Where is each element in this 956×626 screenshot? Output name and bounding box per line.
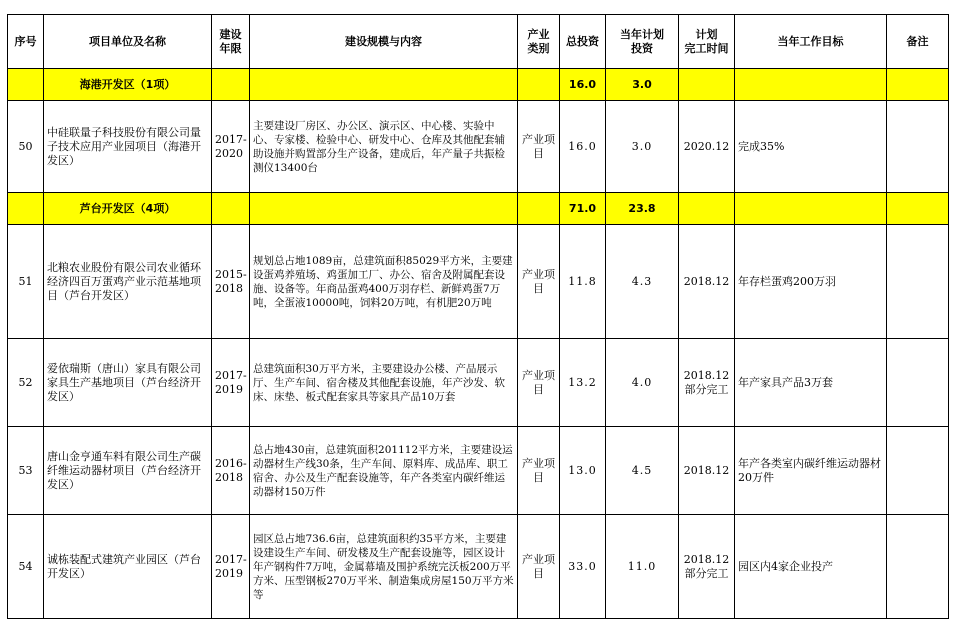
year-goal: 年存栏蛋鸡200万羽 <box>735 225 887 339</box>
project-name: 诚栋装配式建筑产业园区（芦台开发区） <box>44 515 212 619</box>
plan-investment: 11.0 <box>606 515 679 619</box>
section-plan: 23.8 <box>606 193 679 225</box>
table-row <box>8 225 949 339</box>
plan-investment: 4.0 <box>606 339 679 427</box>
header-cell: 产业 类别 <box>518 15 560 69</box>
section-row <box>8 69 949 101</box>
section-plan: 3.0 <box>606 69 679 101</box>
build-years: 2017-2019 <box>212 339 250 427</box>
year-goal: 完成35% <box>735 101 887 193</box>
table-row <box>8 427 949 515</box>
section-total: 71.0 <box>560 193 606 225</box>
row-number: 54 <box>8 515 44 619</box>
header-cell: 建设规模与内容 <box>250 15 518 69</box>
project-name: 中硅联量子科技股份有限公司量子技术应用产业园项目（海港开发区） <box>44 101 212 193</box>
header-cell: 备注 <box>887 15 949 69</box>
table-row <box>8 101 949 193</box>
project-name: 北粮农业股份有限公司农业循环经济四百万蛋鸡产业示范基地项目（芦台开发区） <box>44 225 212 339</box>
table-row <box>8 339 949 427</box>
year-goal: 园区内4家企业投产 <box>735 515 887 619</box>
section-row <box>8 193 949 225</box>
row-number: 51 <box>8 225 44 339</box>
header-cell: 总投资 <box>560 15 606 69</box>
build-years: 2017-2019 <box>212 515 250 619</box>
project-name: 爱依瑞斯（唐山）家具有限公司家具生产基地项目（芦台经济开发区） <box>44 339 212 427</box>
build-years: 2016-2018 <box>212 427 250 515</box>
header-cell: 序号 <box>8 15 44 69</box>
build-scale: 规划总占地1089亩，总建筑面积85029平方米，主要建设蛋鸡养殖场、鸡蛋加工厂、办公、宿舍及附属配套设施、设备等。年商品蛋鸡400万羽存栏、新鲜鸡蛋7万吨，全蛋液10000吨，饲料20万吨，有机肥20万吨 <box>250 225 518 339</box>
header-cell: 当年计划 投资 <box>606 15 679 69</box>
total-investment: 13.2 <box>560 339 606 427</box>
project-name: 唐山金亨通车料有限公司生产碳纤维运动器材项目（芦台经济开发区） <box>44 427 212 515</box>
build-scale: 总建筑面积30万平方米，主要建设办公楼、产品展示厅、生产车间、宿舍楼及其他配套设施，年产沙发、软床、床垫、板式配套家具等家具产品10万套 <box>250 339 518 427</box>
section-title: 海港开发区（1项） <box>44 69 212 101</box>
remark <box>887 101 949 193</box>
header-cell: 计划 完工时间 <box>679 15 735 69</box>
year-goal: 年产各类室内碳纤维运动器材20万件 <box>735 427 887 515</box>
section-total: 16.0 <box>560 69 606 101</box>
complete-time: 2020.12 <box>679 101 735 193</box>
total-investment: 13.0 <box>560 427 606 515</box>
build-years: 2015-2018 <box>212 225 250 339</box>
build-scale: 总占地430亩，总建筑面积201112平方米，主要建设运动器材生产线30条，生产车间、原料库、成品库、职工宿舍、办公及生产配套设施等，年产各类室内碳纤维运动器材150万件 <box>250 427 518 515</box>
complete-time: 2018.12 <box>679 427 735 515</box>
project-table <box>7 14 949 619</box>
header-cell: 建设 年限 <box>212 15 250 69</box>
remark <box>887 225 949 339</box>
build-scale: 园区总占地736.6亩，总建筑面积约35平方米，主要建设建设生产车间、研发楼及生产配套设施等，园区设计年产钢构件7万吨，金属幕墙及围护系统完沃板200万平方米、压型钢板270万平米、制造集成房屋150万平方米等 <box>250 515 518 619</box>
industry-category: 产业项目 <box>518 515 560 619</box>
year-goal: 年产家具产品3万套 <box>735 339 887 427</box>
industry-category: 产业项目 <box>518 225 560 339</box>
row-number: 50 <box>8 101 44 193</box>
remark <box>887 515 949 619</box>
complete-time: 2018.12 部分完工 <box>679 339 735 427</box>
industry-category: 产业项目 <box>518 427 560 515</box>
build-years: 2017-2020 <box>212 101 250 193</box>
row-number: 53 <box>8 427 44 515</box>
complete-time: 2018.12 部分完工 <box>679 515 735 619</box>
total-investment: 11.8 <box>560 225 606 339</box>
industry-category: 产业项目 <box>518 339 560 427</box>
complete-time: 2018.12 <box>679 225 735 339</box>
remark <box>887 427 949 515</box>
table-row <box>8 515 949 619</box>
build-scale: 主要建设厂房区、办公区、演示区、中心楼、实验中心、专家楼、检验中心、研发中心、仓库及其他配套辅助设施并购置部分生产设备，建成后，年产量子共振检测仪13400台 <box>250 101 518 193</box>
row-number: 52 <box>8 339 44 427</box>
industry-category: 产业项目 <box>518 101 560 193</box>
plan-investment: 4.3 <box>606 225 679 339</box>
table-header-row <box>8 15 949 69</box>
section-title: 芦台开发区（4项） <box>44 193 212 225</box>
plan-investment: 3.0 <box>606 101 679 193</box>
header-cell: 项目单位及名称 <box>44 15 212 69</box>
total-investment: 33.0 <box>560 515 606 619</box>
header-cell: 当年工作目标 <box>735 15 887 69</box>
plan-investment: 4.5 <box>606 427 679 515</box>
remark <box>887 339 949 427</box>
total-investment: 16.0 <box>560 101 606 193</box>
